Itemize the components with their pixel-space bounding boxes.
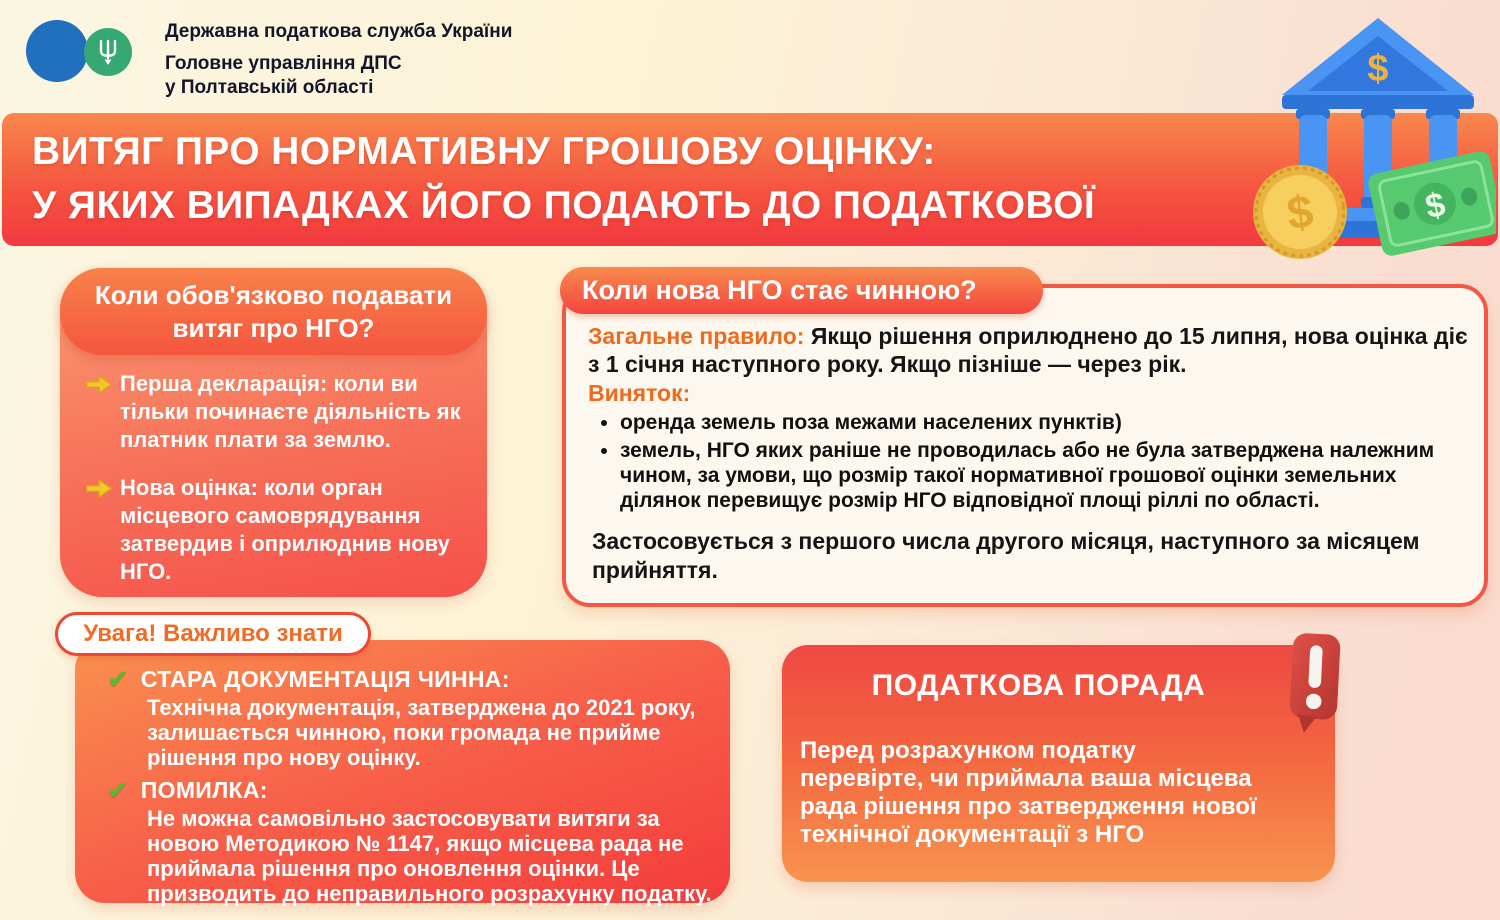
when-to-submit-list <box>84 370 470 586</box>
org-division-line1: Головне управління ДПС <box>165 53 402 74</box>
warn-text: Технічна документація, затверджена до 2021 року, залишається чинною, поки громада не прийме рішення про нову оцінку. <box>147 695 696 770</box>
right-arrow-icon <box>84 373 114 396</box>
list-item-text: Нова оцінка: коли орган місцевого самоврядування затвердив і оприлюднив нову НГО. <box>120 475 450 584</box>
warn-heading: ПОМИЛКА: <box>140 777 268 803</box>
page-title-line2: У ЯКИХ ВИПАДКАХ ЙОГО ПОДАЮТЬ ДО ПОДАТКОВОЇ <box>32 184 1095 227</box>
org-division-line2: у Полтавській області <box>165 77 374 98</box>
applies-text: Застосовується з першого числа другого місяця, наступного за місяцем прийняття. <box>592 528 1420 583</box>
tax-advice-text: Перед розрахунком податку перевірте, чи приймала ваша місцева рада рішення про затвердження нової технічної документації з НГО <box>800 737 1257 848</box>
right-arrow-icon <box>84 477 114 500</box>
exception-item: • оренда земель поза межами населених пунктів) <box>620 410 1472 435</box>
warn-heading: СТАРА ДОКУМЕНТАЦІЯ ЧИННА: <box>140 666 510 692</box>
tax-advice-title: ПОДАТКОВА ПОРАДА <box>871 669 1206 702</box>
general-rule-label: Загальне правило: <box>588 323 805 349</box>
svg-text:$: $ <box>1422 185 1449 227</box>
important-info-card <box>75 640 730 906</box>
tax-advice-card <box>782 645 1335 882</box>
general-rule <box>588 322 1472 378</box>
when-effective-title: Коли нова НГО стає чинною? <box>560 267 1043 314</box>
tax-service-logo <box>26 20 88 82</box>
svg-text:$: $ <box>1367 48 1389 90</box>
warn-section-row <box>107 666 702 692</box>
list-item <box>84 370 470 454</box>
check-icon: ✔ <box>107 775 129 805</box>
trident-icon <box>84 28 132 76</box>
exception-list <box>588 410 1472 513</box>
when-to-submit-card <box>60 268 487 597</box>
general-rule-text: Якщо рішення оприлюднено до 15 липня, нова оцінка діє з 1 січня наступного року. Якщо пізніше — через рік. <box>588 323 1468 377</box>
exception-label: Виняток: <box>588 380 691 406</box>
org-text-block <box>165 21 512 100</box>
org-name: Державна податкова служба України <box>165 21 513 42</box>
page-title <box>32 125 1095 233</box>
warn-text: Не можна самовільно застосовувати витяги за новою Методикою № 1147, якщо місцева рада не приймала рішення про оновлення оцінки. Це призводить до неправильного розрахунку податку. <box>147 806 712 906</box>
svg-text:$: $ <box>1283 184 1317 240</box>
bank-money-illustration <box>1238 2 1496 266</box>
list-item-text: Перша декларація: коли ви тільки починаєте діяльність як платник плати за землю. <box>120 371 461 452</box>
list-item <box>84 474 470 586</box>
attention-badge: Увага! Важливо знати <box>55 612 371 656</box>
when-effective-content <box>588 322 1472 585</box>
exception-item: • земель, НГО яких раніше не проводилась або не була затверджена належним чином, за умови, що розмір такої нормативної грошової оцінки земельних ділянок перевищує розмір НГО відповідної площі ріллі по області. <box>620 438 1472 513</box>
when-to-submit-title: Коли обов'язково подавати витяг про НГО? <box>60 268 487 355</box>
exclamation-icon <box>1283 629 1347 744</box>
check-icon: ✔ <box>107 664 129 694</box>
warn-section-row <box>107 777 702 803</box>
page-title-line1: ВИТЯГ ПРО НОРМАТИВНУ ГРОШОВУ ОЦІНКУ: <box>32 130 936 173</box>
coin-icon <box>1247 159 1353 265</box>
